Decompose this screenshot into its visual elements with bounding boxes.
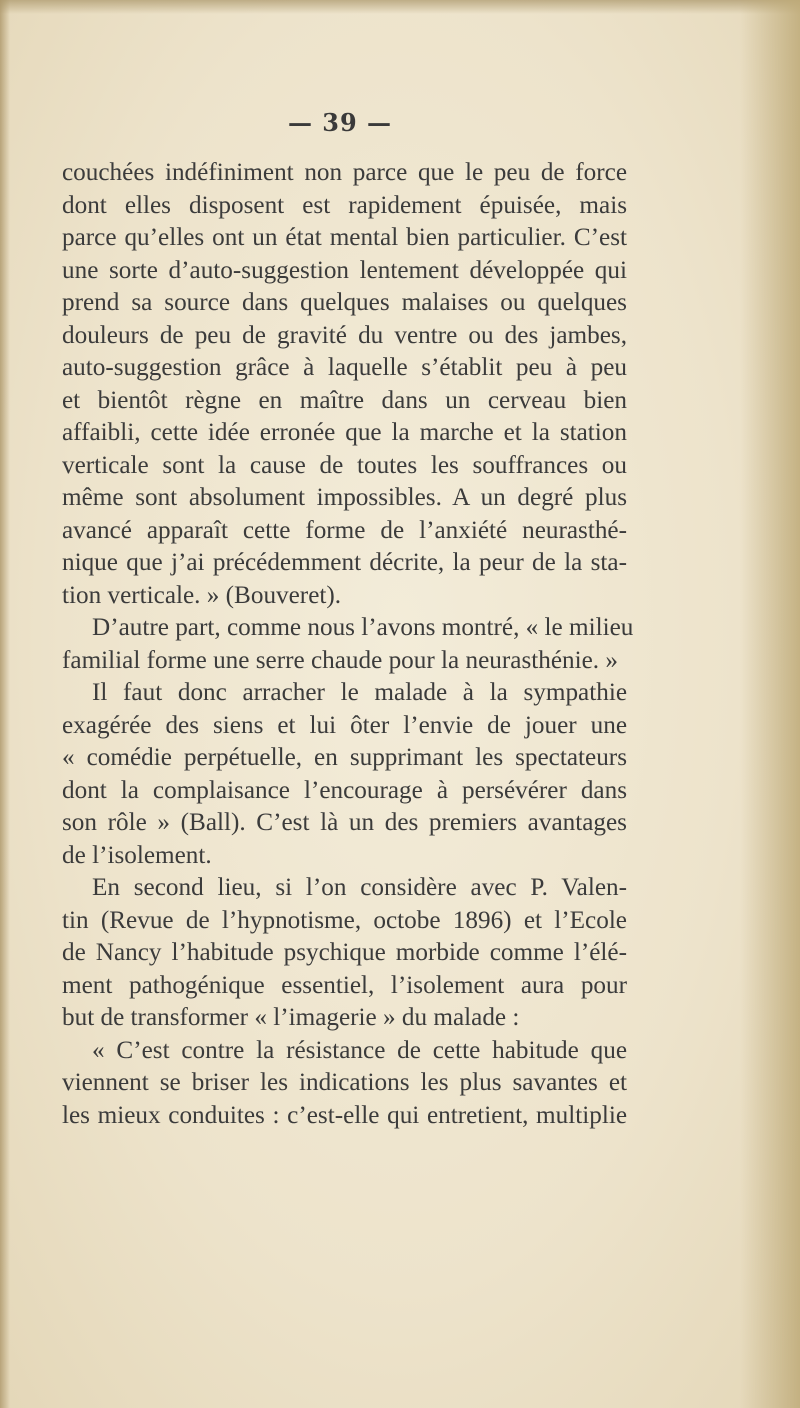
text-line: Il faut donc arracher le malade à la sympathie [92,679,627,706]
paragraph [62,872,627,1035]
body-text [62,157,634,1132]
page-number: — 39 — [287,108,393,137]
paragraph [62,157,627,612]
text-line: « C’est contre la résistance de cette habitude que [92,1036,627,1064]
text-line: exagérée des siens et lui ôter l’envie de jouer une [62,711,627,739]
text-line: avancé apparaît cette forme de l’anxiété neurasthé- [62,516,627,544]
text-line: but de transformer « l’imagerie » du malade : [62,1004,520,1031]
text-line: tin (Revue de l’hypnotisme, octobe 1896) et l’Ecole [62,906,627,934]
text-line: et bientôt règne en maître dans un cerveau bien [62,386,627,414]
text-line: tion verticale. » (Bouveret). [62,581,342,609]
text-line: viennent se briser les indications les plus savantes et [62,1069,627,1096]
text-line: douleurs de peu de gravité du ventre ou des jambes, [62,321,627,349]
paragraph [62,612,634,677]
text-line: une sorte d’auto-suggestion lentement développée qui [62,256,627,284]
text-line: dont la complaisance l’encourage à persévérer dans [62,776,627,804]
text-line: les mieux conduites : c’est-elle qui entretient, multiplie [62,1101,627,1129]
text-line: verticale sont la cause de toutes les souffrances ou [62,451,627,479]
text-line: En second lieu, si l’on considère avec P. Valen- [92,874,627,901]
text-line: parce qu’elles ont un état mental bien particulier. C’est [62,224,627,251]
text-line: ment pathogénique essentiel, l’isolement aura pour [62,971,627,999]
page-edge-shadow-right [740,0,800,1408]
text-line: même sont absolument impossibles. A un degré plus [62,484,627,511]
text-line: « comédie perpétuelle, en supprimant les spectateurs [62,744,627,771]
paragraph [62,677,627,872]
text-line: de Nancy l’habitude psychique morbide comme l’élé- [62,939,627,966]
text-line: couchées indéfiniment non parce que le peu de force [62,159,627,186]
text-line: familial forme une serre chaude pour la neurasthénie. » [62,646,618,674]
text-line: prend sa source dans quelques malaises ou quelques [62,289,627,316]
text-line: D’autre part, comme nous l’avons montré, « le milieu [92,614,634,641]
text-line: nique que j’ai précédemment décrite, la peur de la sta- [62,549,627,576]
text-line: son rôle » (Ball). C’est là un des premiers avantages [62,809,627,836]
text-line: auto-suggestion grâce à laquelle s’établit peu à peu [62,354,627,381]
text-line: affaibli, cette idée erronée que la marche et la station [62,419,627,446]
text-line: dont elles disposent est rapidement épuisée, mais [62,191,627,219]
text-line: de l’isolement. [62,841,212,869]
paragraph [62,1035,627,1133]
page-edge-shadow-top [0,0,800,14]
page-edge-shadow-left [0,0,10,1408]
